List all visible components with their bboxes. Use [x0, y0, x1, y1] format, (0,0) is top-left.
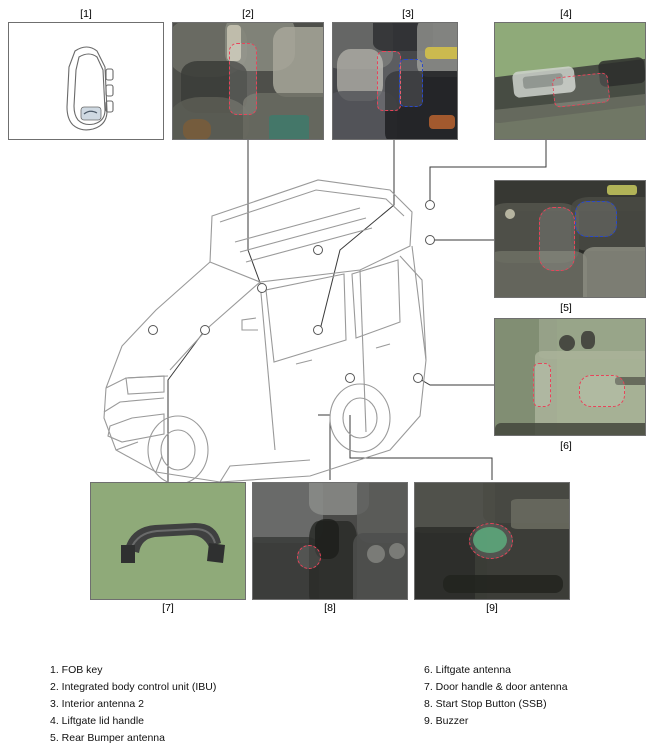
- panel-5-highlight-blue: [575, 201, 617, 237]
- panel-9-caption: [9]: [486, 602, 498, 614]
- panel-3-highlight-red: [377, 51, 401, 111]
- legend-item-9: 9. Buzzer: [424, 715, 469, 727]
- legend-item-4: 4. Liftgate lid handle: [50, 715, 144, 727]
- legend-left-column: [50, 662, 216, 747]
- legend-item-1: 1. FOB key: [50, 664, 103, 676]
- panel-8-photo: [253, 483, 407, 599]
- legend-item-2: 2. Integrated body control unit (IBU): [50, 681, 217, 693]
- panel-2-caption: [2]: [242, 8, 254, 20]
- panel-4-highlight: [552, 72, 611, 108]
- panel-6-highlight-right: [579, 375, 625, 407]
- panel-8-caption: [8]: [324, 602, 336, 614]
- panel-2-ibu[interactable]: [172, 22, 324, 140]
- panel-6-photo: [495, 319, 645, 435]
- panel-3-interior-antenna[interactable]: [332, 22, 458, 140]
- panel-7-photo: [91, 483, 245, 599]
- panel-5-caption: [5]: [560, 302, 572, 314]
- legend-item-6: 6. Liftgate antenna: [424, 664, 511, 676]
- panel-8-start-stop-button[interactable]: [252, 482, 408, 600]
- panel-6-highlight-left: [533, 363, 551, 407]
- legend-item-8: 8. Start Stop Button (SSB): [424, 698, 547, 710]
- panel-1-fob-key[interactable]: [8, 22, 164, 140]
- panel-6-liftgate-antenna[interactable]: [494, 318, 646, 436]
- vehicle-line-drawing: [60, 150, 450, 490]
- panel-4-liftgate-lid-handle[interactable]: [494, 22, 646, 140]
- legend-item-5: 5. Rear Bumper antenna: [50, 732, 165, 744]
- panel-6-caption: [6]: [560, 440, 572, 452]
- panel-8-highlight: [297, 545, 321, 569]
- panel-2-highlight: [229, 43, 257, 115]
- panel-5-highlight-red: [539, 207, 575, 271]
- panel-3-caption: [3]: [402, 8, 414, 20]
- panel-9-highlight: [469, 523, 513, 559]
- legend-right-column: [424, 662, 568, 730]
- panel-5-rear-bumper-antenna[interactable]: [494, 180, 646, 298]
- legend-item-3: 3. Interior antenna 2: [50, 698, 144, 710]
- panel-4-caption: [4]: [560, 8, 572, 20]
- panel-3-highlight-blue: [399, 59, 423, 107]
- legend-item-7: 7. Door handle & door antenna: [424, 681, 568, 693]
- panel-7-caption: [7]: [162, 602, 174, 614]
- fob-key-illustration: [9, 23, 164, 140]
- panel-1-caption: [1]: [80, 8, 92, 20]
- panel-7-door-handle-antenna[interactable]: [90, 482, 246, 600]
- panel-9-buzzer[interactable]: [414, 482, 570, 600]
